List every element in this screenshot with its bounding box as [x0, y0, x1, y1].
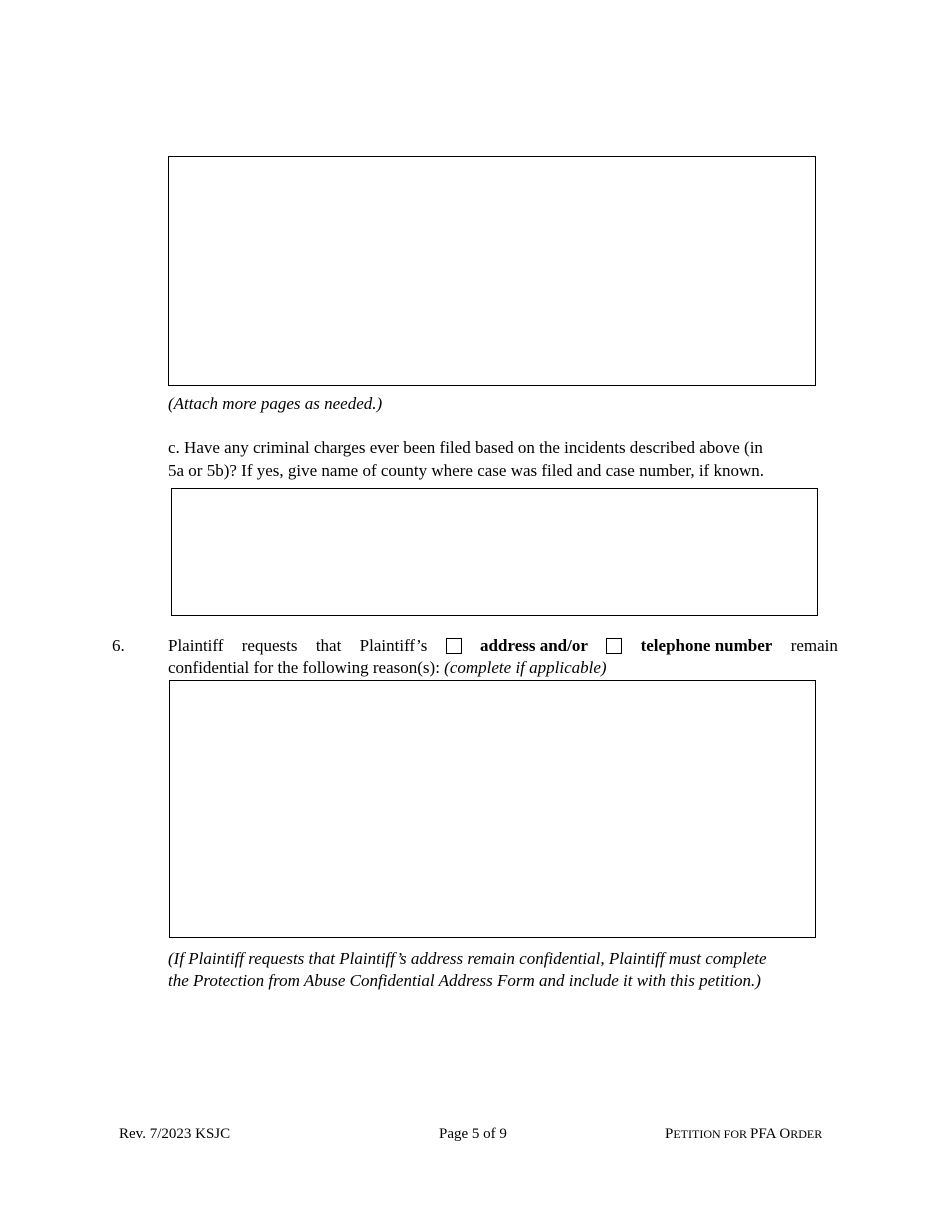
address-confidential-checkbox[interactable]	[446, 638, 462, 654]
section-6-word-requests: requests	[241, 636, 298, 655]
section-6-line2	[168, 656, 607, 679]
footer-title-pfa: PFA	[750, 1126, 780, 1142]
section-6-number: 6.	[112, 636, 125, 655]
footer-title-initial-o: O	[779, 1126, 791, 1142]
section-6-word-plaintiff: Plaintiff	[168, 636, 224, 655]
section-6-word-that: that	[315, 636, 342, 655]
section-6-word-remain: remain	[790, 636, 838, 655]
complete-if-applicable-note: (complete if applicable)	[444, 658, 607, 677]
telephone-confidential-checkbox[interactable]	[606, 638, 622, 654]
confidential-address-note-line1: (If Plaintiff requests that Plaintiff’s address remain confidential, Plaintiff must complete	[168, 949, 767, 968]
criminal-charges-question-line2: 5a or 5b)? If yes, give name of county where case was filed and case number, if known.	[168, 461, 764, 480]
footer-document-title	[665, 1124, 822, 1144]
confidential-reason-textbox[interactable]	[169, 680, 816, 938]
section-6-word-plaintiffs: Plaintiff’s	[359, 636, 428, 655]
attach-pages-note: (Attach more pages as needed.)	[168, 394, 383, 413]
section-6-line1	[168, 634, 838, 657]
footer-title-rder: RDER	[790, 1127, 823, 1141]
footer-revision: Rev. 7/2023 KSJC	[119, 1126, 231, 1142]
telephone-option-label: telephone number	[640, 636, 773, 655]
footer-title-etition: ETITION FOR	[673, 1127, 751, 1141]
footer-page-number: Page 5 of 9	[439, 1126, 507, 1142]
address-option-label: address and/or	[480, 636, 588, 655]
incident-description-textbox[interactable]	[168, 156, 816, 386]
footer-title-initial-p: P	[665, 1126, 674, 1142]
criminal-charges-textbox[interactable]	[171, 488, 818, 616]
confidential-reason-text: confidential for the following reason(s):	[168, 658, 445, 677]
criminal-charges-question-line1: c. Have any criminal charges ever been filed based on the incidents described above (in	[168, 438, 763, 457]
confidential-address-note-line2: the Protection from Abuse Confidential Address Form and include it with this petition.)	[168, 971, 761, 990]
